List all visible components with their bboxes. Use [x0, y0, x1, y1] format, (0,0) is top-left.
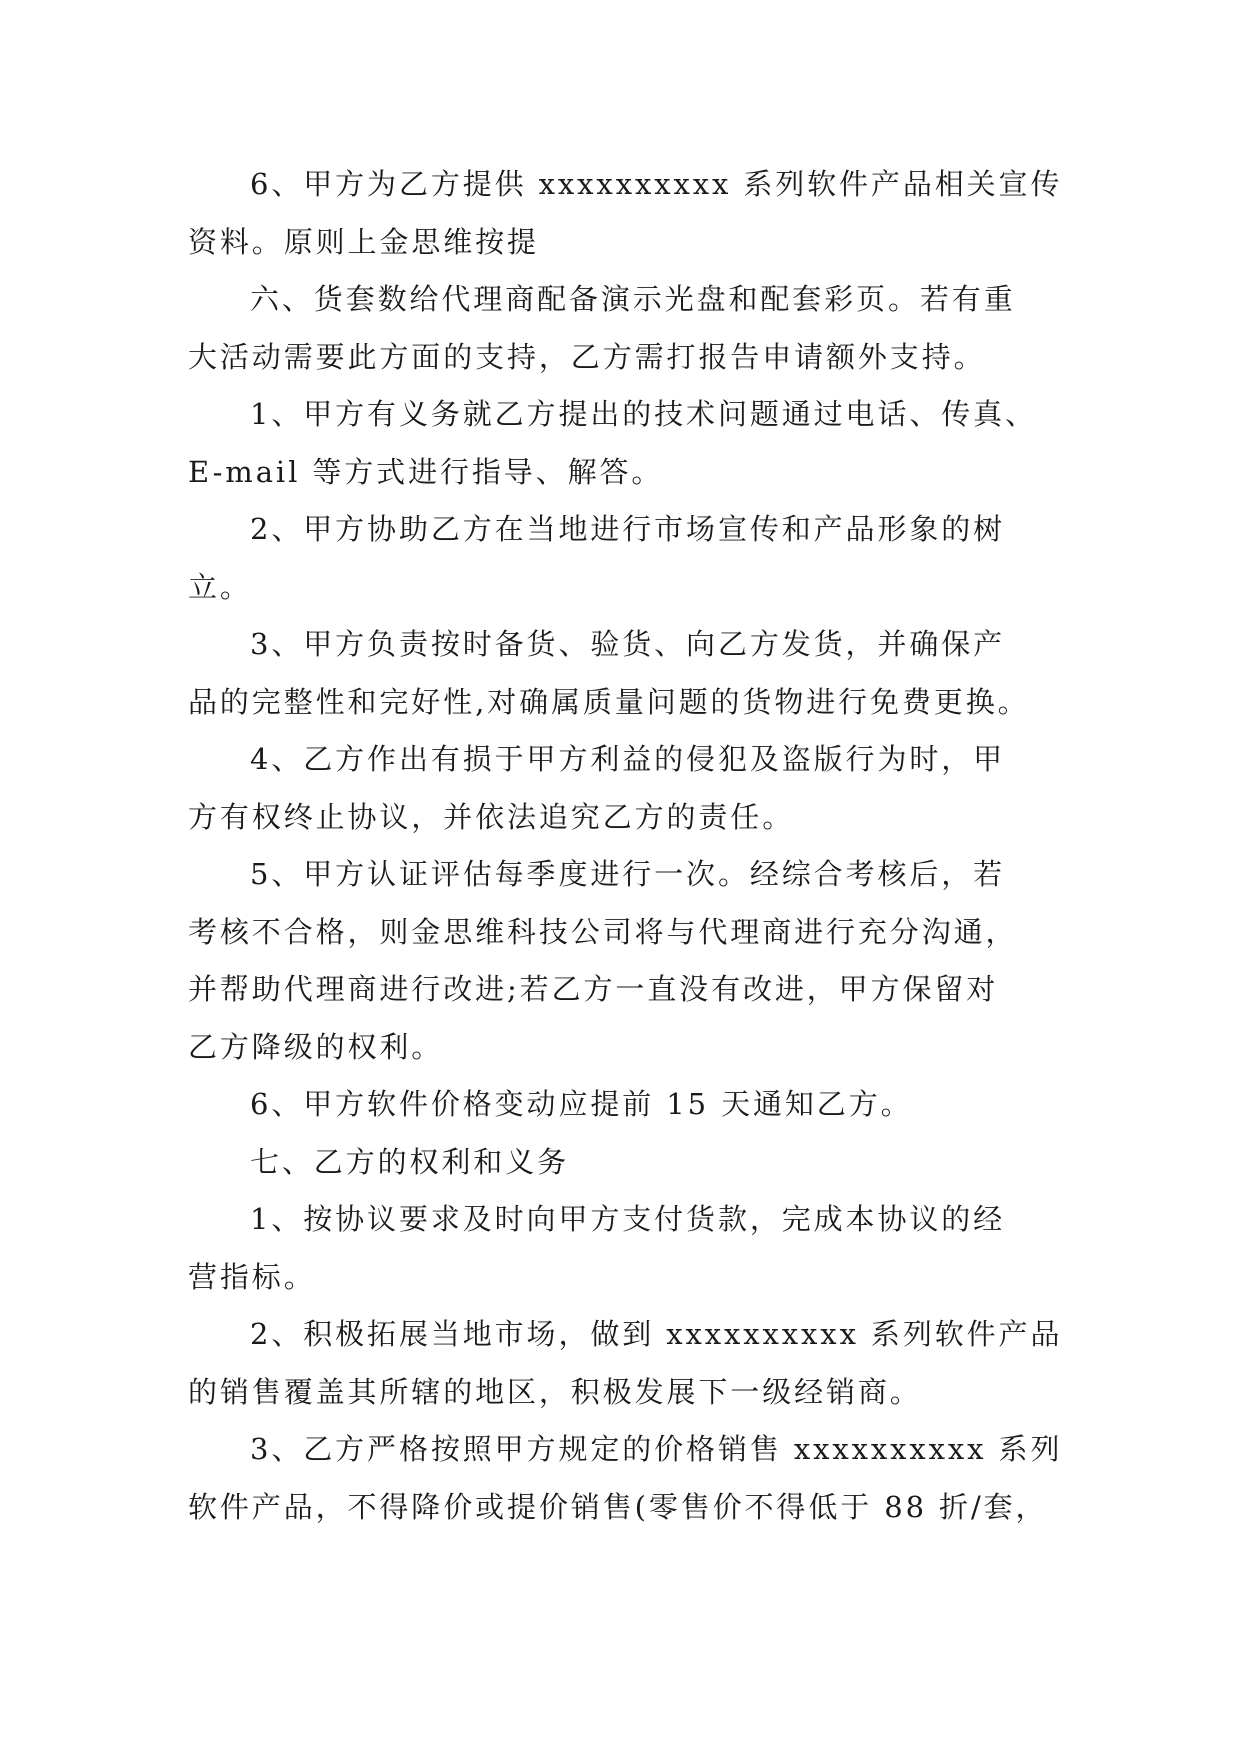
paragraph-line: 5、甲方认证评估每季度进行一次。经综合考核后，若 — [250, 857, 1006, 891]
paragraph-line: 考核不合格，则金思维科技公司将与代理商进行充分沟通， — [188, 914, 1018, 949]
paragraph — [188, 271, 1068, 386]
paragraph-line: 的销售覆盖其所辖的地区，积极发展下一级经销商。 — [188, 1374, 922, 1409]
paragraph-line: 乙方降级的权利。 — [188, 1029, 444, 1064]
paragraph-line: 1、甲方有义务就乙方提出的技术问题通过电话、传真、 — [250, 397, 1037, 431]
paragraph — [188, 1191, 1068, 1306]
paragraph — [188, 846, 1068, 1076]
section-heading-text: 七、乙方的权利和义务 — [250, 1144, 570, 1179]
paragraph-line: 大活动需要此方面的支持，乙方需打报告申请额外支持。 — [188, 339, 986, 374]
paragraph — [188, 1421, 1068, 1536]
document-page — [188, 156, 1068, 1536]
paragraph-line: 3、甲方负责按时备货、验货、向乙方发货，并确保产 — [250, 627, 1006, 661]
paragraph — [188, 386, 1068, 501]
paragraph — [188, 156, 1068, 271]
paragraph — [188, 1306, 1068, 1421]
section-heading — [188, 1134, 1068, 1192]
paragraph-line: 2、积极拓展当地市场，做到 xxxxxxxxxx 系列软件产品 — [250, 1317, 1063, 1351]
paragraph-line: E-mail 等方式进行指导、解答。 — [188, 454, 664, 489]
paragraph-line: 六、货套数给代理商配备演示光盘和配套彩页。若有重 — [250, 282, 1016, 316]
paragraph-line: 1、按协议要求及时向甲方支付货款，完成本协议的经 — [250, 1202, 1006, 1236]
paragraph-line: 立。 — [188, 569, 252, 604]
paragraph-line: 6、甲方软件价格变动应提前 15 天通知乙方。 — [250, 1087, 913, 1121]
paragraph-line: 6、甲方为乙方提供 xxxxxxxxxx 系列软件产品相关宣传 — [250, 167, 1063, 201]
paragraph-line: 方有权终止协议，并依法追究乙方的责任。 — [188, 799, 795, 834]
paragraph-line: 4、乙方作出有损于甲方利益的侵犯及盗版行为时，甲 — [250, 742, 1006, 776]
paragraph — [188, 731, 1068, 846]
paragraph — [188, 501, 1068, 616]
paragraph — [188, 1076, 1068, 1134]
paragraph-line: 2、甲方协助乙方在当地进行市场宣传和产品形象的树 — [250, 512, 1006, 546]
paragraph-line: 软件产品，不得降价或提价销售(零售价不得低于 88 折/套， — [188, 1489, 1048, 1524]
paragraph-line: 3、乙方严格按照甲方规定的价格销售 xxxxxxxxxx 系列 — [250, 1432, 1063, 1466]
paragraph — [188, 616, 1068, 731]
paragraph-line: 品的完整性和完好性,对确属质量问题的货物进行免费更换。 — [188, 684, 1030, 719]
paragraph-line: 并帮助代理商进行改进;若乙方一直没有改进，甲方保留对 — [188, 972, 999, 1006]
paragraph-line: 营指标。 — [188, 1259, 316, 1294]
paragraph-line: 资料。原则上金思维按提 — [188, 224, 539, 259]
